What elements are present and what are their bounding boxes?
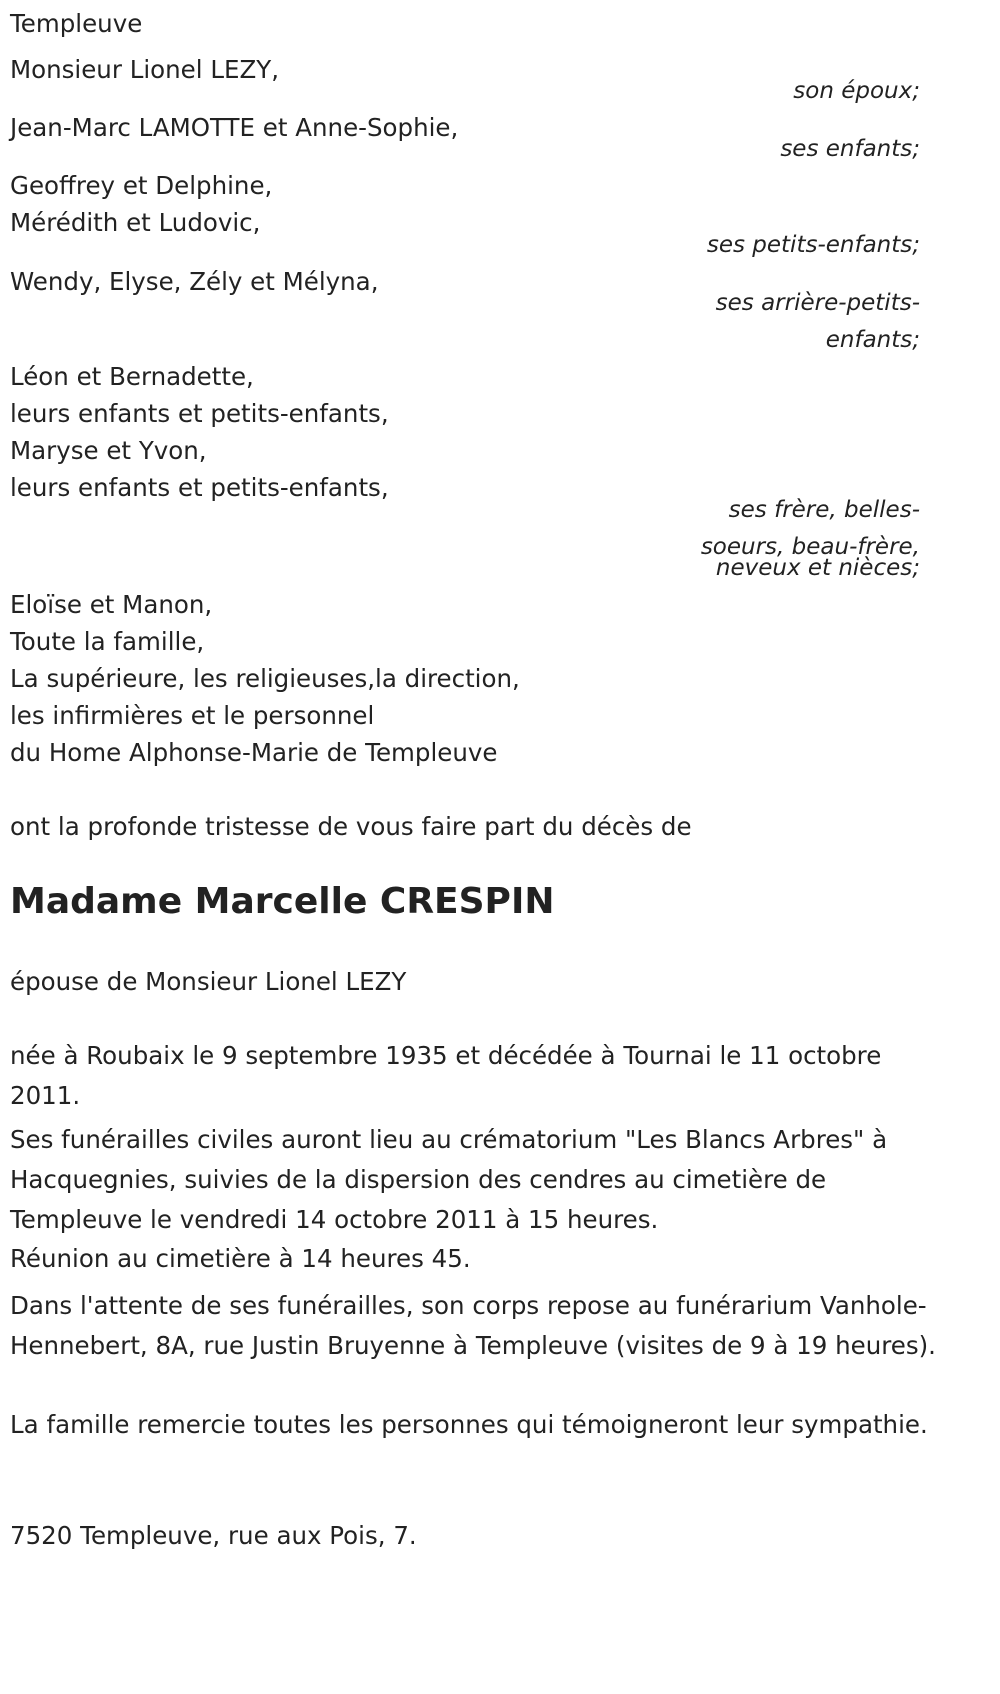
relation-label: soeurs, beau-frère, (700, 534, 920, 560)
family-line: les infirmières et le personnel (10, 701, 375, 730)
relation-label: ses arrière-petits- (715, 290, 920, 316)
family-line: Monsieur Lionel LEZY, (10, 55, 279, 84)
thanks-paragraph: La famille remercie toutes les personnes qui témoigneront leur sympathie. (10, 1410, 928, 1439)
family-line: leurs enfants et petits-enfants, (10, 473, 389, 502)
family-line: Wendy, Elyse, Zély et Mélyna, (10, 267, 379, 296)
deceased-name: Madame Marcelle CRESPIN (10, 881, 555, 922)
relation-label: neveux et nièces; (715, 555, 920, 581)
relation-label: enfants; (825, 327, 920, 353)
family-line: Mérédith et Ludovic, (10, 208, 261, 237)
meeting-paragraph: Réunion au cimetière à 14 heures 45. (10, 1244, 471, 1273)
funeral-paragraph: Ses funérailles civiles auront lieu au crématorium "Les Blancs Arbres" à Hacquegnies, suivies de la dispersion des cendres au cimetière de Templeuve le vendredi 14 octobre 2011 à 15 heures. (10, 1125, 888, 1234)
family-line: Toute la famille, (10, 627, 205, 656)
spouse-line: épouse de Monsieur Lionel LEZY (10, 967, 407, 996)
announcement: ont la profonde tristesse de vous faire part du décès de (10, 812, 692, 841)
relation-label: ses enfants; (780, 136, 920, 162)
family-line: Geoffrey et Delphine, (10, 171, 273, 200)
family-line: Eloïse et Manon, (10, 590, 213, 619)
relation-label: ses frère, belles- (728, 497, 920, 523)
location: Templeuve (10, 9, 143, 38)
family-line: leurs enfants et petits-enfants, (10, 399, 389, 428)
family-line: Léon et Bernadette, (10, 362, 254, 391)
address: 7520 Templeuve, rue aux Pois, 7. (10, 1521, 417, 1550)
relation-label: ses petits-enfants; (706, 232, 920, 258)
birth-death-paragraph: née à Roubaix le 9 septembre 1935 et décédée à Tournai le 11 octobre 2011. (10, 1041, 882, 1110)
family-line: Jean-Marc LAMOTTE et Anne-Sophie, (10, 113, 459, 142)
funerarium-paragraph: Dans l'attente de ses funérailles, son corps repose au funérarium Vanhole-Hennebert, 8A, rue Justin Bruyenne à Templeuve (visites de 9 à 19 heures). (10, 1291, 936, 1360)
family-line: Maryse et Yvon, (10, 436, 207, 465)
relation-label: son époux; (793, 78, 920, 104)
family-line: La supérieure, les religieuses,la direction, (10, 664, 520, 693)
family-line: du Home Alphonse-Marie de Templeuve (10, 738, 498, 767)
